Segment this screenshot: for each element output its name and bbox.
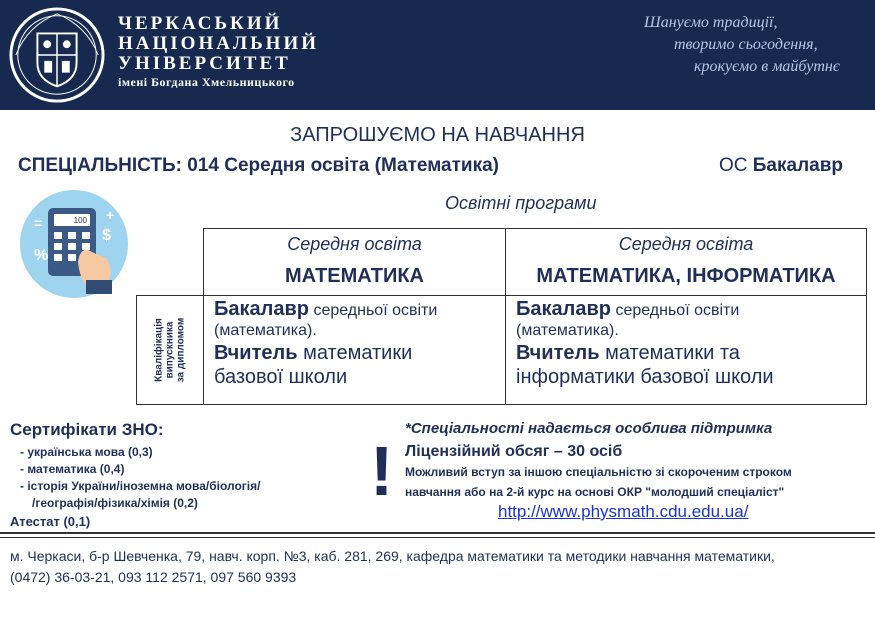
uni-line-2: НАЦІОНАЛЬНИЙ: [118, 33, 320, 54]
degree-level: [719, 155, 843, 177]
svg-text:+: +: [106, 207, 115, 223]
program-header-math: [204, 229, 506, 296]
programs-caption: Освітні програми: [445, 193, 597, 213]
address-phones: (0472) 36-03-21, 093 112 2571, 097 560 9393: [10, 569, 297, 585]
qualification-cell-math-informatics: [506, 296, 867, 405]
qualification-label-line: Кваліфікація: [153, 318, 165, 382]
degree-word: Бакалавр: [214, 298, 309, 320]
svg-text:$: $: [102, 227, 111, 244]
teacher-word: Вчитель: [516, 342, 600, 364]
degree-level-prefix: ОС: [718, 155, 748, 176]
motto-line-1: Шануємо традиції,: [644, 14, 778, 31]
degree-paren: (математика).: [214, 322, 317, 339]
degree-line: [214, 297, 495, 321]
invite-heading: ЗАПРОШУЄМО НА НАВЧАННЯ: [290, 124, 585, 146]
motto-line-2: творимо сьогодення,: [674, 36, 818, 53]
qualification-row: [137, 296, 867, 405]
svg-text:=: =: [34, 215, 43, 231]
teacher-word: Вчитель: [214, 342, 298, 364]
qualification-label-line: випускника: [164, 321, 176, 379]
department-website-link[interactable]: http://www.physmath.cdu.edu.ua/: [498, 502, 749, 521]
teacher-line-2: базової школи: [214, 366, 348, 388]
university-name: [118, 14, 319, 90]
degree-line: [516, 297, 856, 321]
specialty-title: СПЕЦІАЛЬНІСТЬ: 014 Середня освіта (Математика): [18, 155, 499, 176]
teacher-line-2: інформатики базової школи: [516, 366, 774, 388]
certificates-block: [10, 420, 260, 529]
program-title: МАТЕМАТИКА: [284, 265, 424, 287]
qualification-label-line: за дипломом: [175, 317, 187, 383]
uni-line-1: ЧЕРКАСЬКИЙ: [118, 13, 283, 34]
uni-subtitle: імені Богдана Хмельницького: [118, 75, 295, 89]
notes-block: [405, 420, 792, 501]
qualification-label-cell: [137, 296, 204, 405]
svg-text:%: %: [34, 247, 49, 264]
uni-line-3: УНІВЕРСИТЕТ: [118, 53, 291, 74]
certificates-title: Сертифікати ЗНО:: [10, 420, 164, 439]
footer-divider: [0, 532, 875, 534]
motto-line-3: крокуємо в майбутнє: [694, 58, 840, 75]
programs-header-row: [137, 229, 867, 296]
teacher-line: [516, 341, 856, 365]
certificate-item: - математика (0,4): [20, 462, 125, 476]
table-corner-blank: [137, 229, 204, 296]
header-banner: [0, 0, 875, 110]
contact-address: [10, 546, 775, 588]
certificate-item: /географія/фізика/хімія (0,2): [32, 496, 198, 510]
footer-divider-thin: [0, 537, 875, 538]
program-title: МАТЕМАТИКА, ІНФОРМАТИКА: [536, 265, 836, 287]
program-header-math-informatics: [506, 229, 867, 296]
license-volume: Ліцензійний обсяг – 30 осіб: [405, 443, 623, 460]
degree-level-value: Бакалавр: [752, 155, 843, 176]
exclamation-icon: !: [370, 432, 394, 510]
program-subtitle: Середня освіта: [618, 234, 754, 254]
teacher-rest: математики та: [605, 342, 740, 364]
transfer-note-line-2: навчання або на 2-й курс на основі ОКР "молодший спеціаліст": [405, 485, 785, 499]
certificate-item: - історія України/іноземна мова/біологія/: [20, 479, 261, 493]
degree-rest: середньої освіти: [313, 302, 438, 319]
calculator-illustration-icon: [18, 188, 130, 300]
certificate-item: - українська мова (0,3): [20, 445, 153, 459]
support-note: *Спеціальності надається особлива підтримка: [405, 420, 773, 437]
degree-paren: (математика).: [516, 322, 619, 339]
university-crest-icon: [8, 6, 106, 104]
programs-table: [136, 228, 867, 405]
program-subtitle: Середня освіта: [287, 234, 422, 254]
degree-rest: середньої освіти: [615, 302, 740, 319]
qualification-label: [154, 318, 187, 383]
degree-word: Бакалавр: [516, 298, 611, 320]
teacher-rest: математики: [303, 342, 413, 364]
qualification-cell-math: [204, 296, 506, 405]
address-line-1: м. Черкаси, б-р Шевченка, 79, навч. корп. №3, каб. 281, 269, кафедра математики та методики навчання математики,: [10, 548, 775, 564]
transfer-note-line-1: Можливий вступ за іншою спеціальністю зі скороченим строком: [405, 465, 792, 479]
attestat-weight: Атестат (0,1): [10, 514, 91, 529]
teacher-line: [214, 341, 495, 365]
calculator-display-text: 100: [73, 216, 87, 225]
